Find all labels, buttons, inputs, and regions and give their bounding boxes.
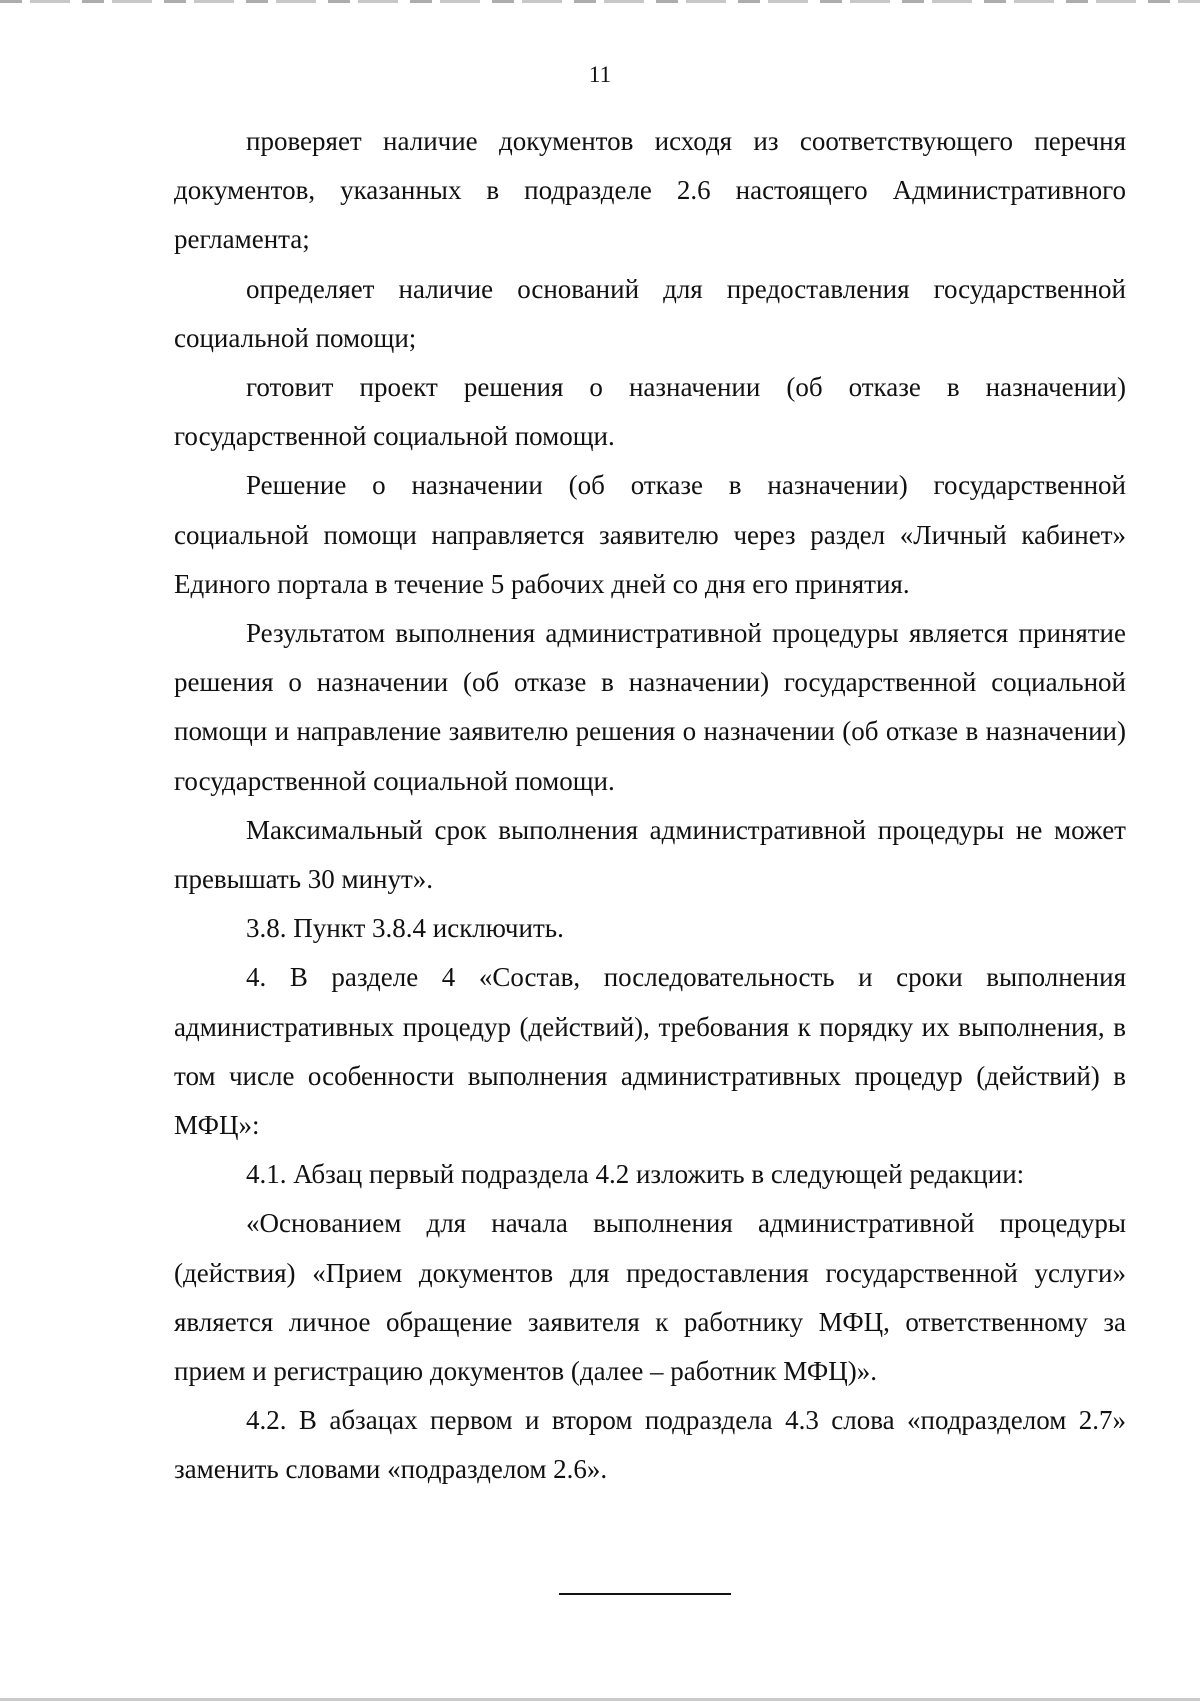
paragraph-item-4-2: 4.2. В абзацах первом и втором подраздела 4.3 слова «подразделом 2.7» заменить словами «подразделом 2.6». [174,1405,1126,1485]
paragraph-item-4: 4. В разделе 4 «Состав, последовательность и сроки выполнения административных процедур (действий), требования к порядку их выполнения, в том числе особенности выполнения административных процедур (действий) в МФЦ»: [174,962,1126,1141]
paragraph-prepare-draft: готовит проект решения о назначении (об отказе в назначении) государственной социальной помощи. [174,372,1126,452]
paragraph-item-3-8: 3.8. Пункт 3.8.4 исключить. [246,913,564,944]
paragraph-check-documents: проверяет наличие документов исходя из соответствующего перечня документов, указанных в подразделе 2.6 настоящего Административного регламента; [174,126,1126,255]
paragraph-decision-sent: Решение о назначении (об отказе в назначении) государственной социальной помощи направляется заявителю через раздел «Личный кабинет» Единого портала в течение 5 рабочих дней со дня его принятия. [174,470,1126,599]
closing-divider [559,1593,731,1595]
paragraph-item-4-1: 4.1. Абзац первый подраздела 4.2 изложить в следующей редакции: [246,1159,1025,1190]
paragraph-determine-grounds: определяет наличие оснований для предоставления государственной социальной помощи; [174,273,1126,353]
paragraph-procedure-result: Результатом выполнения административной процедуры является принятие решения о назначении (об отказе в назначении) государственной социальной помощи и направление заявителю решения о назначении (об отказе в назначении) государственной социальной помощи. [174,618,1126,796]
document-body [174,117,1126,1495]
scan-edge-bottom [0,1698,1200,1701]
paragraph-new-wording: «Основанием для начала выполнения административной процедуры (действия) «Прием документов для предоставления государственной услуги» является личное обращение заявителя к работнику МФЦ, ответственному за прием и регистрацию документов (далее – работник МФЦ)». [174,1208,1126,1387]
paragraph-max-duration: Максимальный срок выполнения административной процедуры не может превышать 30 минут». [174,814,1126,895]
page-number: 11 [588,62,612,87]
scan-edge-top [0,0,1200,3]
